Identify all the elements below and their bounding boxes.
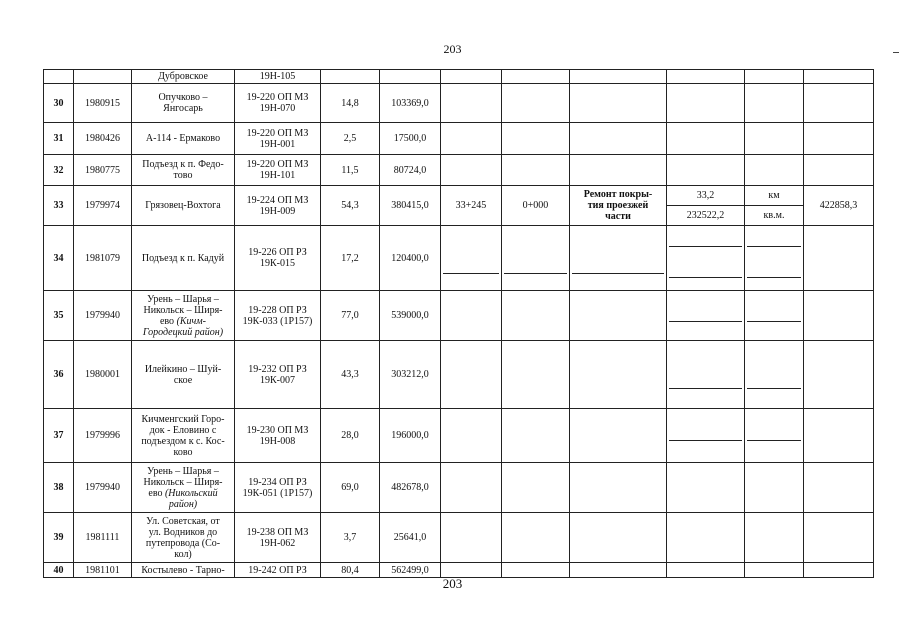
road-number: 19-224 ОП МЗ 19Н-009 — [235, 186, 321, 226]
amount: 196000,0 — [380, 409, 441, 463]
road-name-main: Урень – Шарья – Никольск – Ширя- ево — [143, 293, 223, 327]
object-code: 1981101 — [74, 563, 132, 578]
road-length: 14,8 — [321, 84, 380, 123]
km-end: 0+000 — [502, 186, 570, 226]
quantity-area: 232522,2 — [667, 206, 745, 226]
table-row — [44, 155, 874, 186]
road-name: Подъезд к п. Федо- тово — [132, 155, 235, 186]
road-number: 19-230 ОП МЗ 19Н-008 — [235, 409, 321, 463]
row-number: 34 — [44, 226, 74, 291]
road-name: Ул. Советская, от ул. Водников до путепровода (Со- кол) — [132, 513, 235, 563]
road-number: 19-226 ОП РЗ 19К-015 — [235, 226, 321, 291]
object-code: 1979974 — [74, 186, 132, 226]
road-length: 11,5 — [321, 155, 380, 186]
amount: 303212,0 — [380, 341, 441, 409]
road-number: 19-238 ОП МЗ 19Н-062 — [235, 513, 321, 563]
road-number: 19-220 ОП МЗ 19Н-070 — [235, 84, 321, 123]
unit-area: кв.м. — [745, 206, 804, 226]
row-number: 30 — [44, 84, 74, 123]
amount: 120400,0 — [380, 226, 441, 291]
road-name: Подъезд к п. Кадуй — [132, 226, 235, 291]
page-number-bottom: 203 — [442, 576, 463, 591]
road-number: 19-234 ОП РЗ 19К-051 (1Р157) — [235, 463, 321, 513]
row-number: 33 — [44, 186, 74, 226]
object-code: 1981111 — [74, 513, 132, 563]
road-name: Опучково – Янгосарь — [132, 84, 235, 123]
object-code: 1980426 — [74, 123, 132, 155]
table-row — [44, 341, 874, 409]
row-number: 39 — [44, 513, 74, 563]
quantity-km: 33,2 — [667, 186, 745, 206]
row-number: 31 — [44, 123, 74, 155]
object-code: 1981079 — [74, 226, 132, 291]
document-table — [43, 69, 874, 578]
road-name: Грязовец-Вохтога — [132, 186, 235, 226]
amount: 380415,0 — [380, 186, 441, 226]
object-code: 1980915 — [74, 84, 132, 123]
road-name: Илейкино – Шуй- ское — [132, 341, 235, 409]
district-note: (Никольский район) — [164, 487, 218, 510]
table-row — [44, 226, 874, 291]
road-length: 80,4 — [321, 563, 380, 578]
amount: 103369,0 — [380, 84, 441, 123]
road-length: 69,0 — [321, 463, 380, 513]
amount: 25641,0 — [380, 513, 441, 563]
corner-mark — [893, 52, 899, 53]
table-row — [44, 70, 874, 84]
road-number: 19-242 ОП РЗ — [235, 563, 321, 578]
object-code: 1979996 — [74, 409, 132, 463]
road-name-main: Урень – Шарья – Никольск – Ширя- ево — [143, 465, 223, 499]
road-length: 3,7 — [321, 513, 380, 563]
table-row — [44, 291, 874, 341]
amount: 482678,0 — [380, 463, 441, 513]
table-row — [44, 409, 874, 463]
road-length: 28,0 — [321, 409, 380, 463]
table-row — [44, 84, 874, 123]
road-number: 19-220 ОП МЗ 19Н-001 — [235, 123, 321, 155]
amount: 562499,0 — [380, 563, 441, 578]
road-length: 2,5 — [321, 123, 380, 155]
road-name: Кичменгский Горо- док - Еловино с подъездом к с. Кос- ково — [132, 409, 235, 463]
road-length: 77,0 — [321, 291, 380, 341]
row-number: 36 — [44, 341, 74, 409]
road-length: 54,3 — [321, 186, 380, 226]
road-number: 19-232 ОП РЗ 19К-007 — [235, 341, 321, 409]
road-name — [132, 291, 235, 341]
total-amount: 422858,3 — [804, 186, 874, 226]
row-number: 38 — [44, 463, 74, 513]
amount: 539000,0 — [380, 291, 441, 341]
row-number: 40 — [44, 563, 74, 578]
object-code: 1979940 — [74, 463, 132, 513]
road-number: 19-220 ОП МЗ 19Н-101 — [235, 155, 321, 186]
road-length: 17,2 — [321, 226, 380, 291]
page-number-top: 203 — [443, 42, 462, 56]
amount: 17500,0 — [380, 123, 441, 155]
road-name: Дубровское — [132, 70, 235, 84]
table-row — [44, 186, 874, 206]
row-number: 37 — [44, 409, 74, 463]
km-start: 33+245 — [441, 186, 502, 226]
road-number: 19Н-105 — [235, 70, 321, 84]
road-name — [132, 463, 235, 513]
amount: 80724,0 — [380, 155, 441, 186]
road-length: 43,3 — [321, 341, 380, 409]
table-row — [44, 513, 874, 563]
row-number: 32 — [44, 155, 74, 186]
road-name: Костылево - Тарно- — [132, 563, 235, 578]
table-row — [44, 463, 874, 513]
row-number: 35 — [44, 291, 74, 341]
district-note: (Кичм- Городецкий район) — [142, 315, 224, 338]
table-row — [44, 123, 874, 155]
object-code: 1980775 — [74, 155, 132, 186]
road-name: А-114 - Ермаково — [132, 123, 235, 155]
unit-km: км — [745, 186, 804, 206]
object-code: 1979940 — [74, 291, 132, 341]
road-number: 19-228 ОП РЗ 19К-033 (1Р157) — [235, 291, 321, 341]
object-code: 1980001 — [74, 341, 132, 409]
work-type: Ремонт покры- тия проезжей части — [570, 186, 667, 226]
